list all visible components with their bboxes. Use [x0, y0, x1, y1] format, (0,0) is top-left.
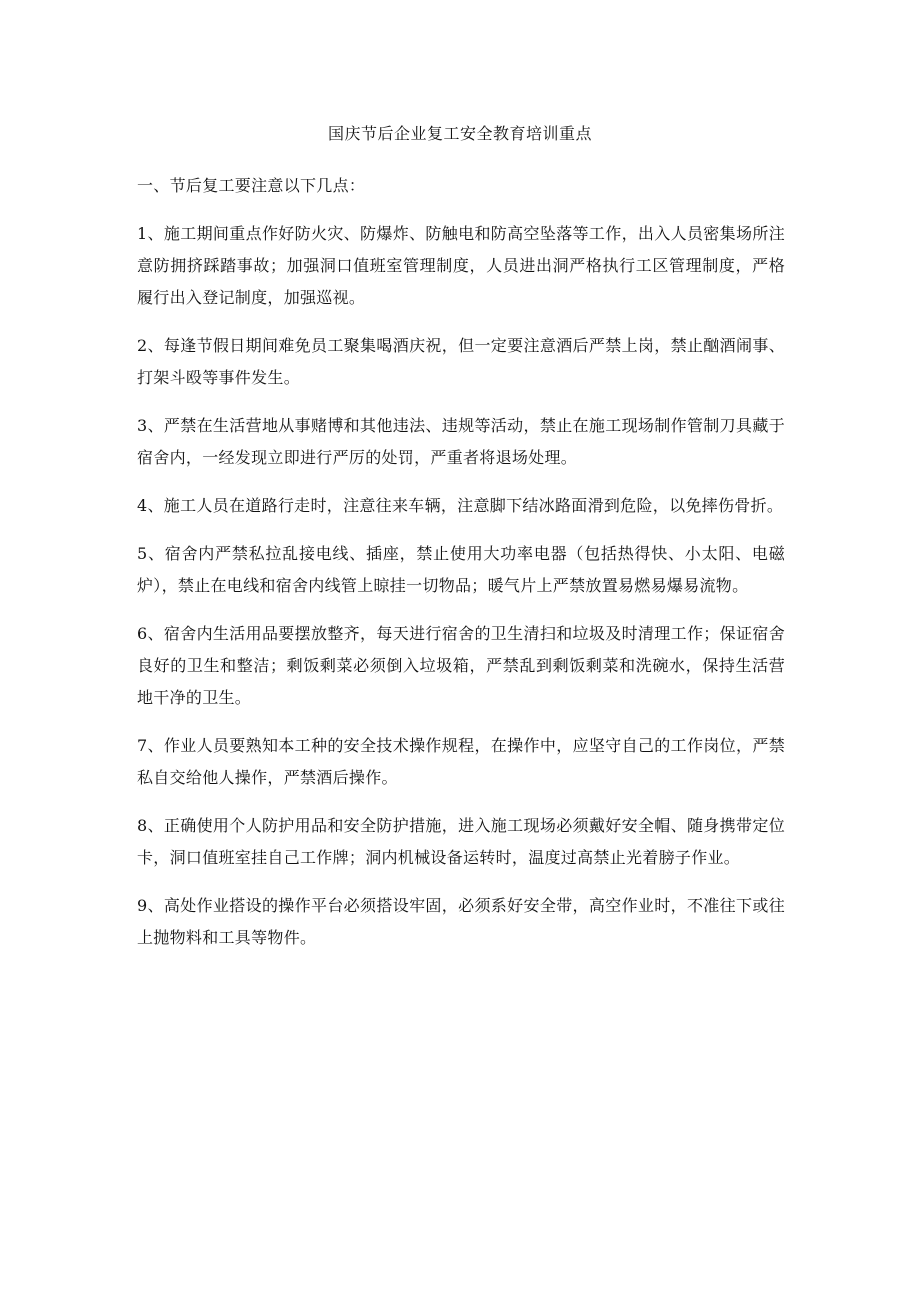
list-item: 3、严禁在生活营地从事赌博和其他违法、违规等活动，禁止在施工现场制作管制刀具藏于宿舍内，一经发现立即进行严厉的处罚，严重者将退场处理。	[137, 416, 785, 467]
document-title: 国庆节后企业复工安全教育培训重点	[327, 124, 592, 143]
list-item: 1、施工期间重点作好防火灾、防爆炸、防触电和防高空坠落等工作，出入人员密集场所注意防拥挤踩踏事故；加强洞口值班室管理制度，人员进出洞严格执行工区管理制度，严格履行出入登记制度，加强巡视。	[137, 224, 785, 307]
list-item: 7、作业人员要熟知本工种的安全技术操作规程，在操作中，应坚守自己的工作岗位，严禁私自交给他人操作，严禁酒后操作。	[137, 736, 785, 787]
document-body	[137, 170, 785, 970]
list-item: 9、高处作业搭设的操作平台必须搭设牢固，必须系好安全带，高空作业时，不准往下或往上抛物料和工具等物件。	[137, 896, 785, 947]
list-item: 2、每逢节假日期间难免员工聚集喝酒庆祝，但一定要注意酒后严禁上岗，禁止酗酒闹事、打架斗殴等事件发生。	[137, 336, 785, 387]
section-heading: 一、节后复工要注意以下几点：	[137, 176, 366, 195]
list-item: 8、正确使用个人防护用品和安全防护措施，进入施工现场必须戴好安全帽、随身携带定位卡，洞口值班室挂自己工作牌；洞内机械设备运转时，温度过高禁止光着膀子作业。	[137, 816, 785, 867]
list-item: 5、宿舍内严禁私拉乱接电线、插座，禁止使用大功率电器（包括热得快、小太阳、电磁炉），禁止在电线和宿舍内线管上晾挂一切物品；暖气片上严禁放置易燃易爆易流物。	[137, 544, 785, 595]
list-item: 6、宿舍内生活用品要摆放整齐，每天进行宿舍的卫生清扫和垃圾及时清理工作；保证宿舍良好的卫生和整洁；剩饭剩菜必须倒入垃圾箱，严禁乱到剩饭剩菜和洗碗水，保持生活营地干净的卫生。	[137, 624, 785, 707]
list-item: 4、施工人员在道路行走时，注意往来车辆，注意脚下结冰路面滑到危险，以免摔伤骨折。	[137, 496, 784, 515]
